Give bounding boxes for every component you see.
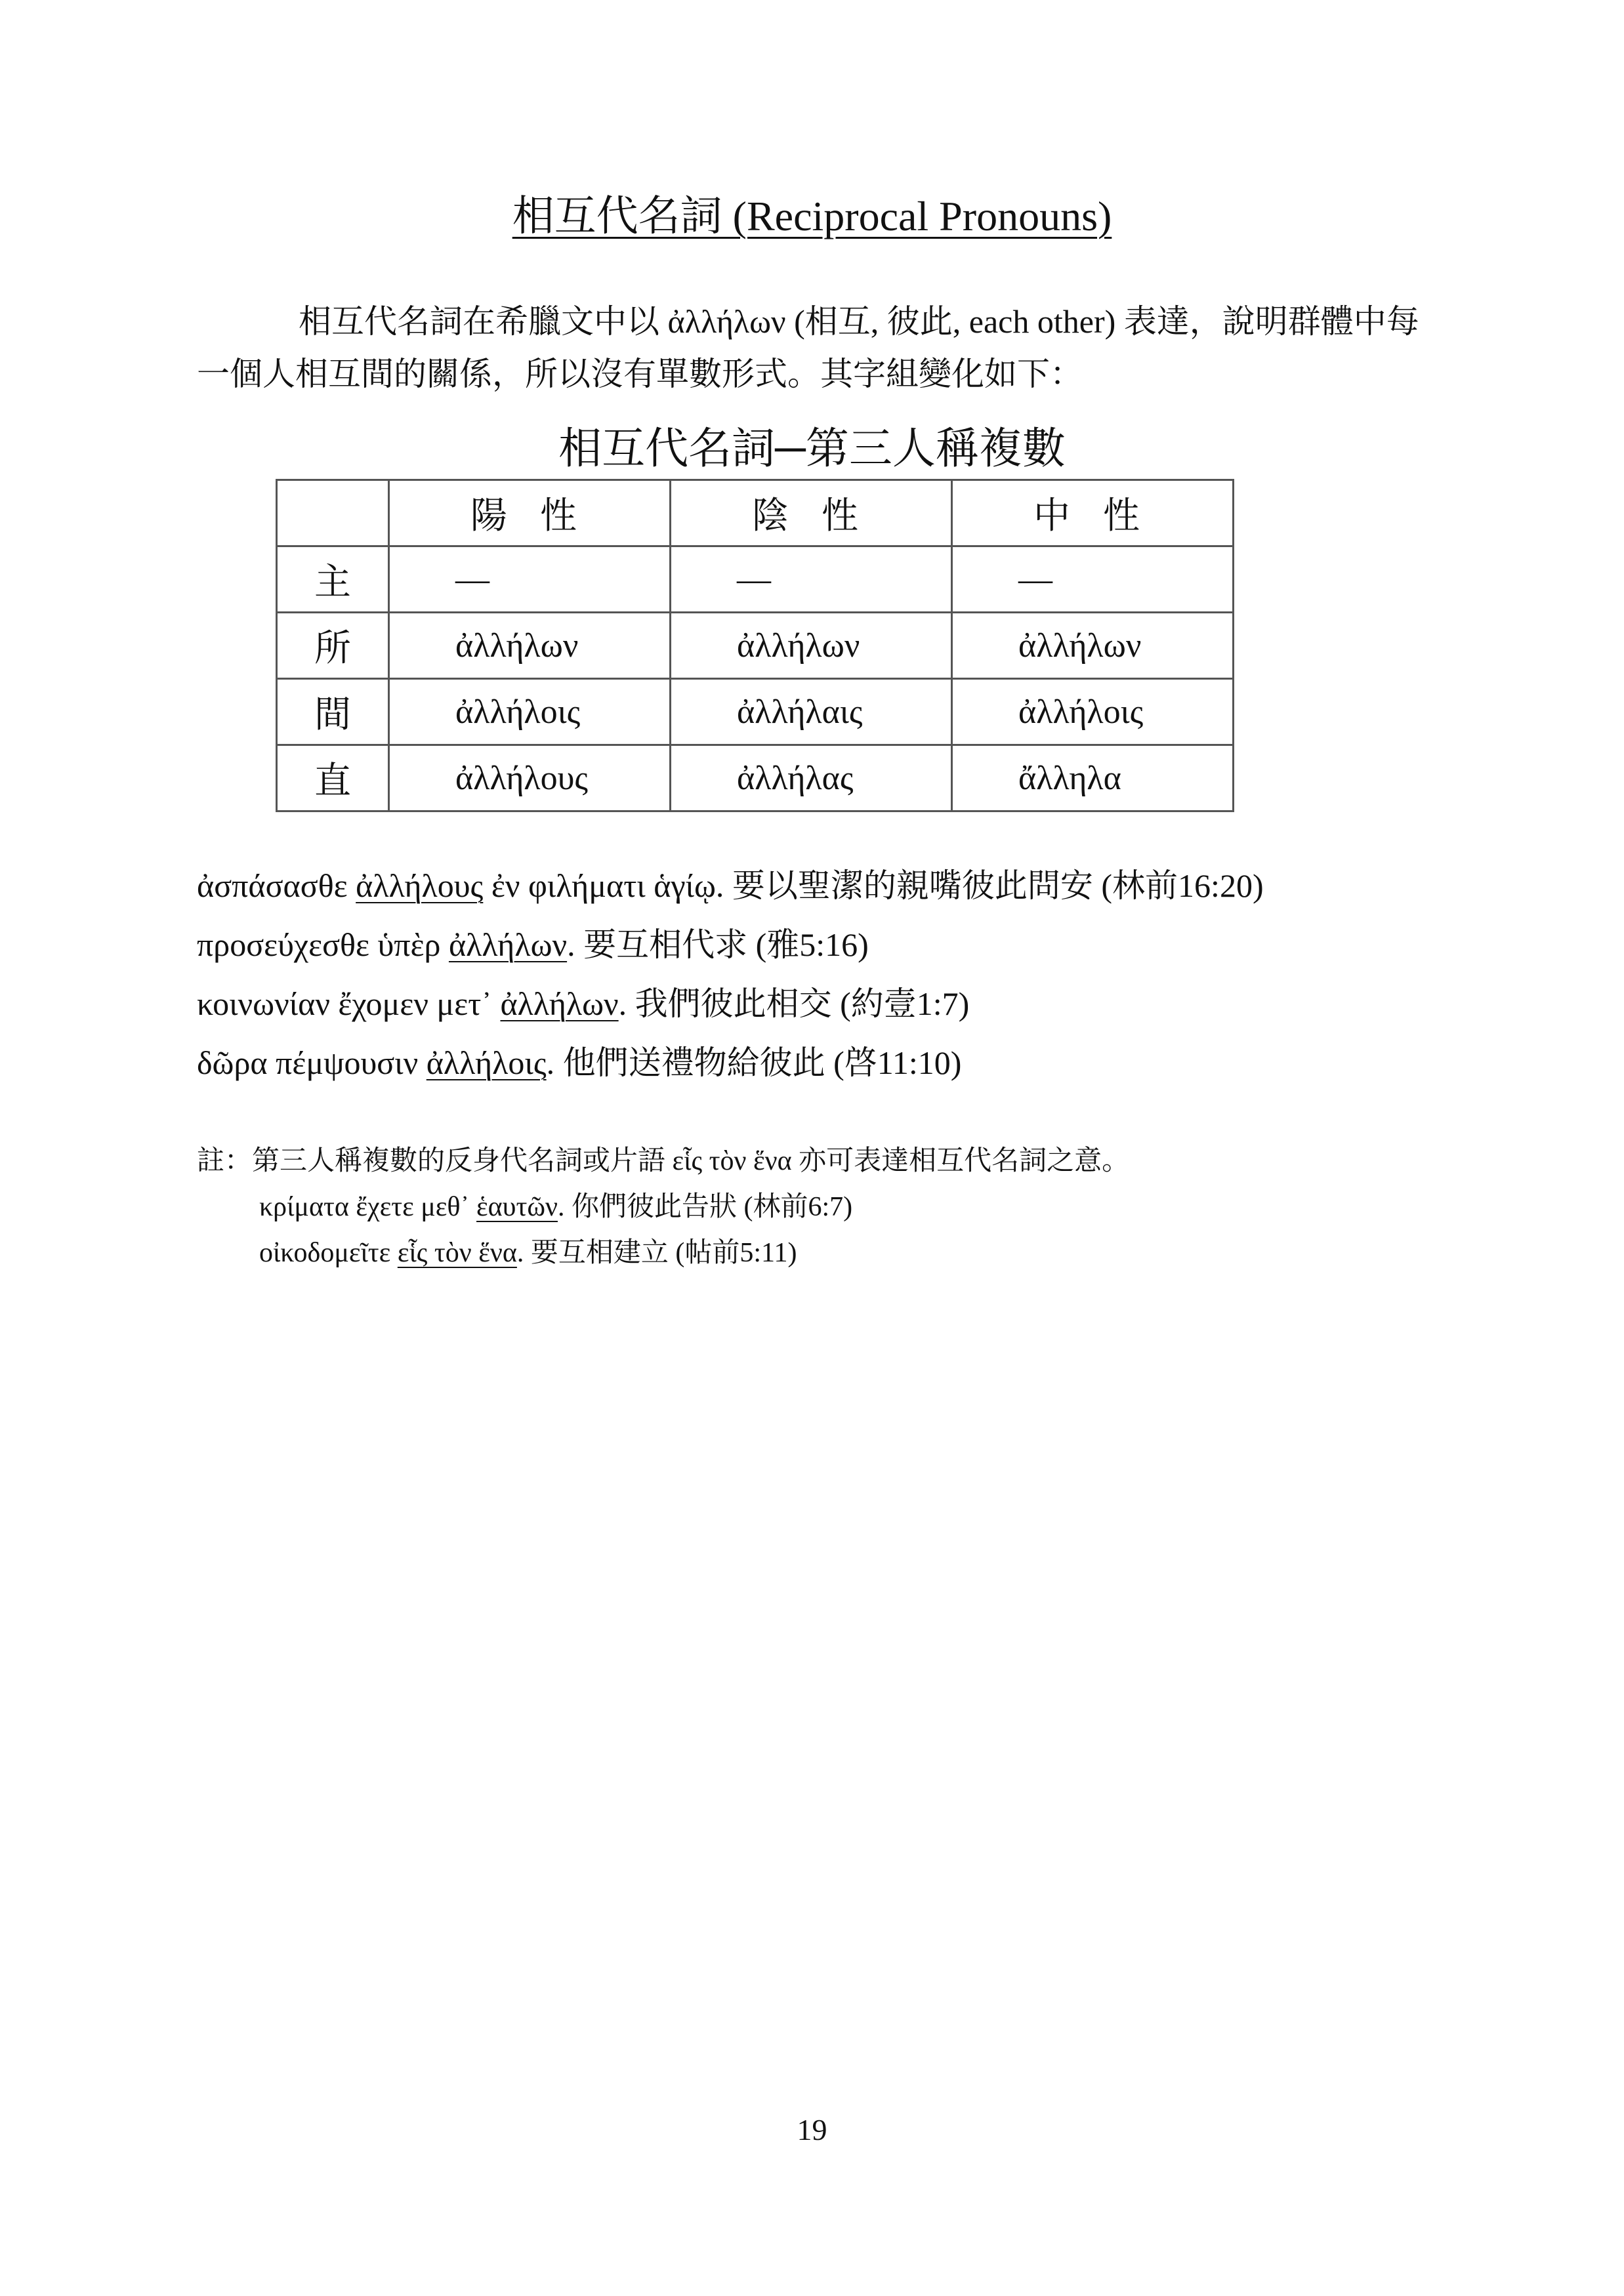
page-title-text: 相互代名詞 (Reciprocal Pronouns) [512,193,1112,239]
footnote-translation: . 你們彼此告狀 (林前6:7) [557,1192,853,1222]
example-greek: κοινωνίαν ἔχομεν μετ᾽ [197,985,501,1022]
table-row [277,546,1234,613]
form-cell: ἀλλήλοις [952,679,1234,745]
form-cell: ἀλλήλαις [671,679,952,745]
example-greek: προσεύχεσθε ὑπὲρ [197,926,449,963]
form-cell: ἀλλήλας [671,745,952,811]
form-cell: — [671,546,952,613]
footnote-translation: . 要互相建立 (帖前5:11) [516,1238,797,1268]
table-row [277,745,1234,811]
form-cell: ἀλλήλων [389,613,671,679]
footnote [197,1138,1444,1276]
table-row [277,679,1234,745]
example-line [197,856,1444,915]
footnote-keyword: εἷς τὸν ἕνα [397,1238,517,1268]
example-translation: . 要互相代求 (雅5:16) [567,926,869,963]
form-cell: — [952,546,1234,613]
form-cell: ἄλληλα [952,745,1234,811]
example-keyword: ἀλλήλων [500,985,619,1022]
case-label: 直 [277,745,389,811]
example-line [197,974,1444,1033]
footnote-keyword: ἑαυτῶν [476,1192,558,1222]
declension-table [276,479,1234,812]
example-translation: ἐν φιλήματι ἁγίῳ. 要以聖潔的親嘴彼此問安 (林前16:20) [483,867,1264,904]
form-cell: — [389,546,671,613]
header-neuter: 中 性 [952,480,1234,546]
header-feminine: 陰 性 [671,480,952,546]
footnote-greek: οἰκοδομεῖτε [259,1238,398,1268]
case-label: 主 [277,546,389,613]
table-header-row [277,480,1234,546]
form-cell: ἀλλήλοις [389,679,671,745]
example-line [197,1033,1444,1092]
example-line [197,915,1444,974]
example-translation: . 我們彼此相交 (約壹1:7) [618,985,970,1022]
example-greek: ἀσπάσασθε [197,867,356,904]
footnote-text: 註：第三人稱複數的反身代名詞或片語 εἷς τὸν ἕνα 亦可表達相互代名詞之意。 [197,1146,1130,1176]
example-keyword: ἀλλήλων [448,926,568,963]
page-number: 19 [797,2113,827,2146]
example-greek: δῶρα πέμψουσιν [197,1044,427,1081]
example-keyword: ἀλλήλοις [426,1044,547,1081]
case-label: 間 [277,679,389,745]
form-cell: ἀλλήλους [389,745,671,811]
example-translation: . 他們送禮物給彼此 (啓11:10) [546,1044,962,1081]
header-masculine: 陽 性 [389,480,671,546]
case-label: 所 [277,613,389,679]
footnote-example [197,1184,1444,1230]
footnote-example [197,1230,1444,1276]
table-row [277,613,1234,679]
example-sentences [197,856,1444,1092]
table-title: 相互代名詞─第三人稱複數 [558,425,1066,473]
footnote-greek: κρίματα ἔχετε μεθ᾽ [259,1192,477,1222]
table-corner-cell [277,480,389,546]
example-keyword: ἀλλήλους [356,867,484,904]
page-title [0,190,1624,243]
form-cell: ἀλλήλων [952,613,1234,679]
intro-paragraph: 相互代名詞在希臘文中以 ἀλλήλων (相互, 彼此, each other) 表達，說明群體中每一個人相互間的關係，所以沒有單數形式。其字組變化如下： [197,303,1419,392]
form-cell: ἀλλήλων [671,613,952,679]
